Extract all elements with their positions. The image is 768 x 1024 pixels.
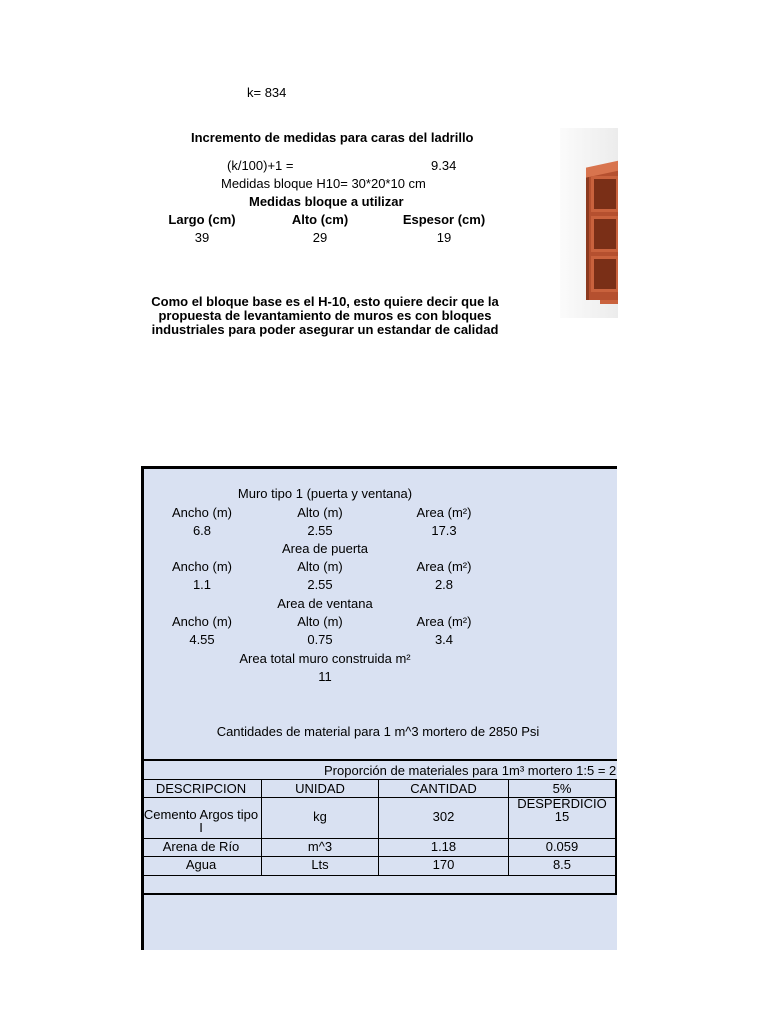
window-header-width: Ancho (m) [172, 614, 232, 629]
value-espesor: 19 [436, 230, 452, 245]
door-title: Area de puerta [281, 541, 368, 556]
note-line-2: propuesta de levantamiento de muros es con bloques [158, 308, 492, 323]
door-width-value: 1.1 [192, 577, 212, 592]
value-alto: 29 [312, 230, 328, 245]
header-largo: Largo (cm) [168, 212, 236, 227]
door-area-value: 2.8 [434, 577, 454, 592]
k-value: k= 834 [247, 85, 287, 100]
wall-height-value: 2.55 [307, 523, 333, 538]
use-measures-title: Medidas bloque a utilizar [249, 194, 404, 209]
wall-header-height: Alto (m) [297, 505, 343, 520]
value-largo: 39 [194, 230, 210, 245]
proportion-title: Proporción de materiales para 1m³ mortero 1:5 = 2 [324, 763, 617, 778]
window-area-value: 3.4 [434, 632, 454, 647]
col-header-waste: 5% DESPERDICIO [517, 781, 607, 811]
wall-width-value: 6.8 [192, 523, 212, 538]
col-header-quantity: CANTIDAD [410, 781, 477, 796]
wall-header-width: Ancho (m) [172, 505, 232, 520]
note-line-1: Como el bloque base es el H-10, esto quiere decir que la [151, 294, 499, 309]
window-width-value: 4.55 [189, 632, 215, 647]
door-header-height: Alto (m) [297, 559, 343, 574]
table-row-water-unit: Lts [311, 857, 329, 872]
wall-header-area: Area (m²) [416, 505, 472, 520]
table-row-water-waste: 8.5 [552, 857, 572, 872]
table-row-cement-desc [141, 808, 261, 834]
wall-title: Muro tipo 1 (puerta y ventana) [237, 486, 413, 501]
table-row-sand-qty: 1.18 [430, 839, 457, 854]
note-line-3: industriales para poder asegurar un estandar de calidad [151, 322, 499, 337]
col-header-unit: UNIDAD [295, 781, 345, 796]
col-header-description: DESCRIPCION [155, 781, 247, 796]
formula-value: 9.34 [431, 158, 457, 173]
material-note: Cantidades de material para 1 m^3 mortero de 2850 Psi [216, 724, 540, 739]
window-title: Area de ventana [277, 596, 373, 611]
h10-measures: Medidas bloque H10= 30*20*10 cm [221, 176, 426, 191]
door-header-width: Ancho (m) [172, 559, 232, 574]
door-height-value: 2.55 [307, 577, 333, 592]
formula-label: (k/100)+1 = [227, 158, 294, 173]
door-header-area: Area (m²) [416, 559, 472, 574]
table-row-cement-unit: kg [313, 809, 327, 824]
brick-image [560, 128, 618, 318]
total-area-value: 11 [318, 669, 332, 684]
increment-title: Incremento de medidas para caras del ladrillo [191, 130, 474, 145]
cement-desc-line2: I [199, 820, 203, 835]
wall-area-value: 17.3 [431, 523, 457, 538]
table-row-cement-waste: 15 [554, 809, 570, 824]
table-row-cement-qty: 302 [432, 809, 455, 824]
window-height-value: 0.75 [307, 632, 333, 647]
total-area-title: Area total muro construida m² [239, 651, 411, 666]
table-row-water-desc: Agua [185, 857, 217, 872]
table-row-sand-waste: 0.059 [545, 839, 579, 854]
header-alto: Alto (cm) [291, 212, 349, 227]
header-espesor: Espesor (cm) [402, 212, 486, 227]
table-row-sand-desc: Arena de Río [162, 839, 240, 854]
cement-desc-line1: Cemento Argos tipo [143, 807, 259, 822]
table-row-water-qty: 170 [432, 857, 455, 872]
table-row-sand-unit: m^3 [307, 839, 333, 854]
window-header-height: Alto (m) [297, 614, 343, 629]
window-header-area: Area (m²) [416, 614, 472, 629]
calculation-panel [141, 466, 617, 950]
